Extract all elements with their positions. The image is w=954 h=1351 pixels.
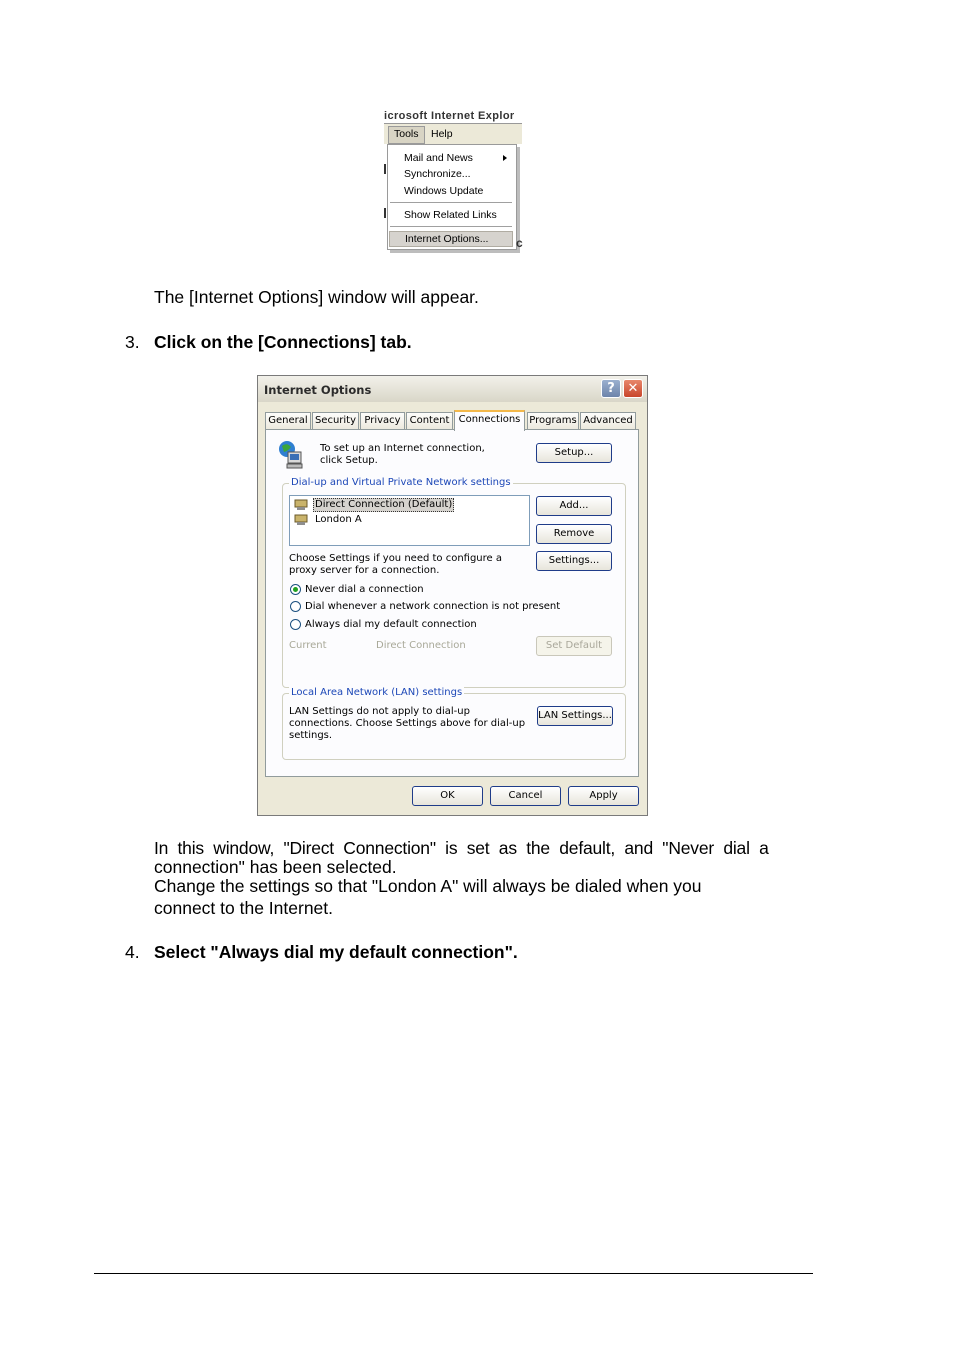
menu-separator — [390, 202, 512, 203]
radio-never-dial[interactable] — [290, 584, 301, 595]
menu-item-windows-update[interactable]: Windows Update — [404, 185, 484, 197]
ok-button[interactable]: OK — [412, 786, 483, 806]
radio-always-dial[interactable] — [290, 619, 301, 630]
ie-window-title: icrosoft Internet Explor — [384, 110, 524, 121]
network-globe-icon — [278, 440, 304, 470]
dialup-connection-icon — [294, 514, 308, 526]
tools-menu-screenshot — [384, 112, 522, 255]
step-number: 3. — [125, 332, 140, 352]
lan-settings-button[interactable]: LAN Settings... — [537, 706, 613, 726]
settings-button[interactable]: Settings... — [536, 551, 612, 571]
menu-item-internet-options[interactable]: Internet Options... — [389, 231, 513, 247]
dialup-group-label: Dial-up and Virtual Private Network settings — [291, 477, 511, 488]
title-bar — [258, 376, 647, 402]
paragraph-line: Change the settings so that "London A" will always be dialed when you — [154, 876, 702, 896]
menu-item-synchronize[interactable]: Synchronize... — [404, 168, 471, 180]
menu-separator — [390, 226, 512, 227]
dialup-connection-icon — [294, 499, 308, 511]
list-item-direct-connection[interactable]: Direct Connection (Default) — [315, 499, 453, 510]
proxy-settings-description: Choose Settings if you need to configure a proxy server for a connection. — [289, 553, 502, 576]
connections-list[interactable] — [289, 495, 530, 546]
tools-dropdown — [387, 144, 517, 250]
tab-programs[interactable]: Programs — [527, 412, 579, 430]
add-button[interactable]: Add... — [536, 496, 612, 516]
step-4-heading: Select "Always dial my default connection". — [154, 942, 518, 962]
tab-content[interactable]: Content — [406, 412, 453, 430]
current-label: Current — [289, 640, 327, 651]
menu-item-show-related-links[interactable]: Show Related Links — [404, 209, 497, 221]
footer-divider — [94, 1273, 813, 1274]
paragraph-line: connect to the Internet. — [154, 898, 334, 918]
dialog-title: Internet Options — [264, 383, 372, 397]
cancel-button[interactable]: Cancel — [490, 786, 561, 806]
radio-checked-dot — [293, 587, 298, 592]
menu-item-mail-and-news[interactable] — [389, 150, 513, 166]
setup-button[interactable]: Setup... — [536, 443, 612, 463]
window-edge — [384, 208, 386, 218]
lan-description: LAN Settings do not apply to dial-up connections. Choose Settings above for dial-up settings. — [289, 706, 526, 741]
instruction-text: The [Internet Options] window will appear. — [154, 287, 479, 307]
remove-button[interactable]: Remove — [536, 524, 612, 544]
connections-panel — [265, 429, 639, 777]
step-number: 4. — [125, 942, 140, 962]
internet-options-dialog — [257, 375, 648, 816]
lan-group-label: Local Area Network (LAN) settings — [291, 687, 463, 698]
tab-advanced[interactable]: Advanced — [580, 412, 636, 430]
list-item-london-a[interactable]: London A — [315, 514, 362, 525]
menu-item-label: Mail and News — [404, 152, 473, 164]
menu-tools[interactable]: Tools — [388, 126, 425, 144]
tab-connections[interactable]: Connections — [454, 410, 525, 431]
radio-label-never-dial: Never dial a connection — [305, 584, 424, 595]
menu-bar — [384, 123, 522, 144]
set-default-button[interactable]: Set Default — [536, 636, 612, 656]
setup-description: To set up an Internet connection, click Setup. — [320, 443, 485, 466]
current-connection-value: Direct Connection — [376, 640, 466, 651]
menu-help[interactable]: Help — [431, 128, 453, 140]
step-3-heading: Click on the [Connections] tab. — [154, 332, 412, 352]
tab-general[interactable]: General — [265, 412, 311, 430]
window-edge — [384, 164, 386, 174]
apply-button[interactable]: Apply — [568, 786, 639, 806]
tab-privacy[interactable]: Privacy — [360, 412, 405, 430]
tab-security[interactable]: Security — [312, 412, 359, 430]
cropped-char: c — [516, 236, 523, 250]
tab-strip — [265, 410, 640, 430]
close-icon[interactable]: ✕ — [623, 379, 643, 398]
paragraph-line: connection" has been selected. — [154, 857, 397, 877]
radio-label-dial-whenever: Dial whenever a network connection is not present — [305, 601, 561, 612]
radio-dial-whenever[interactable] — [290, 601, 301, 612]
help-icon[interactable]: ? — [601, 379, 621, 398]
paragraph-line: In this window, "Direct Connection" is set as the default, and "Never dial a — [154, 838, 769, 858]
radio-label-always-dial: Always dial my default connection — [305, 619, 477, 630]
submenu-arrow-icon — [503, 155, 507, 161]
